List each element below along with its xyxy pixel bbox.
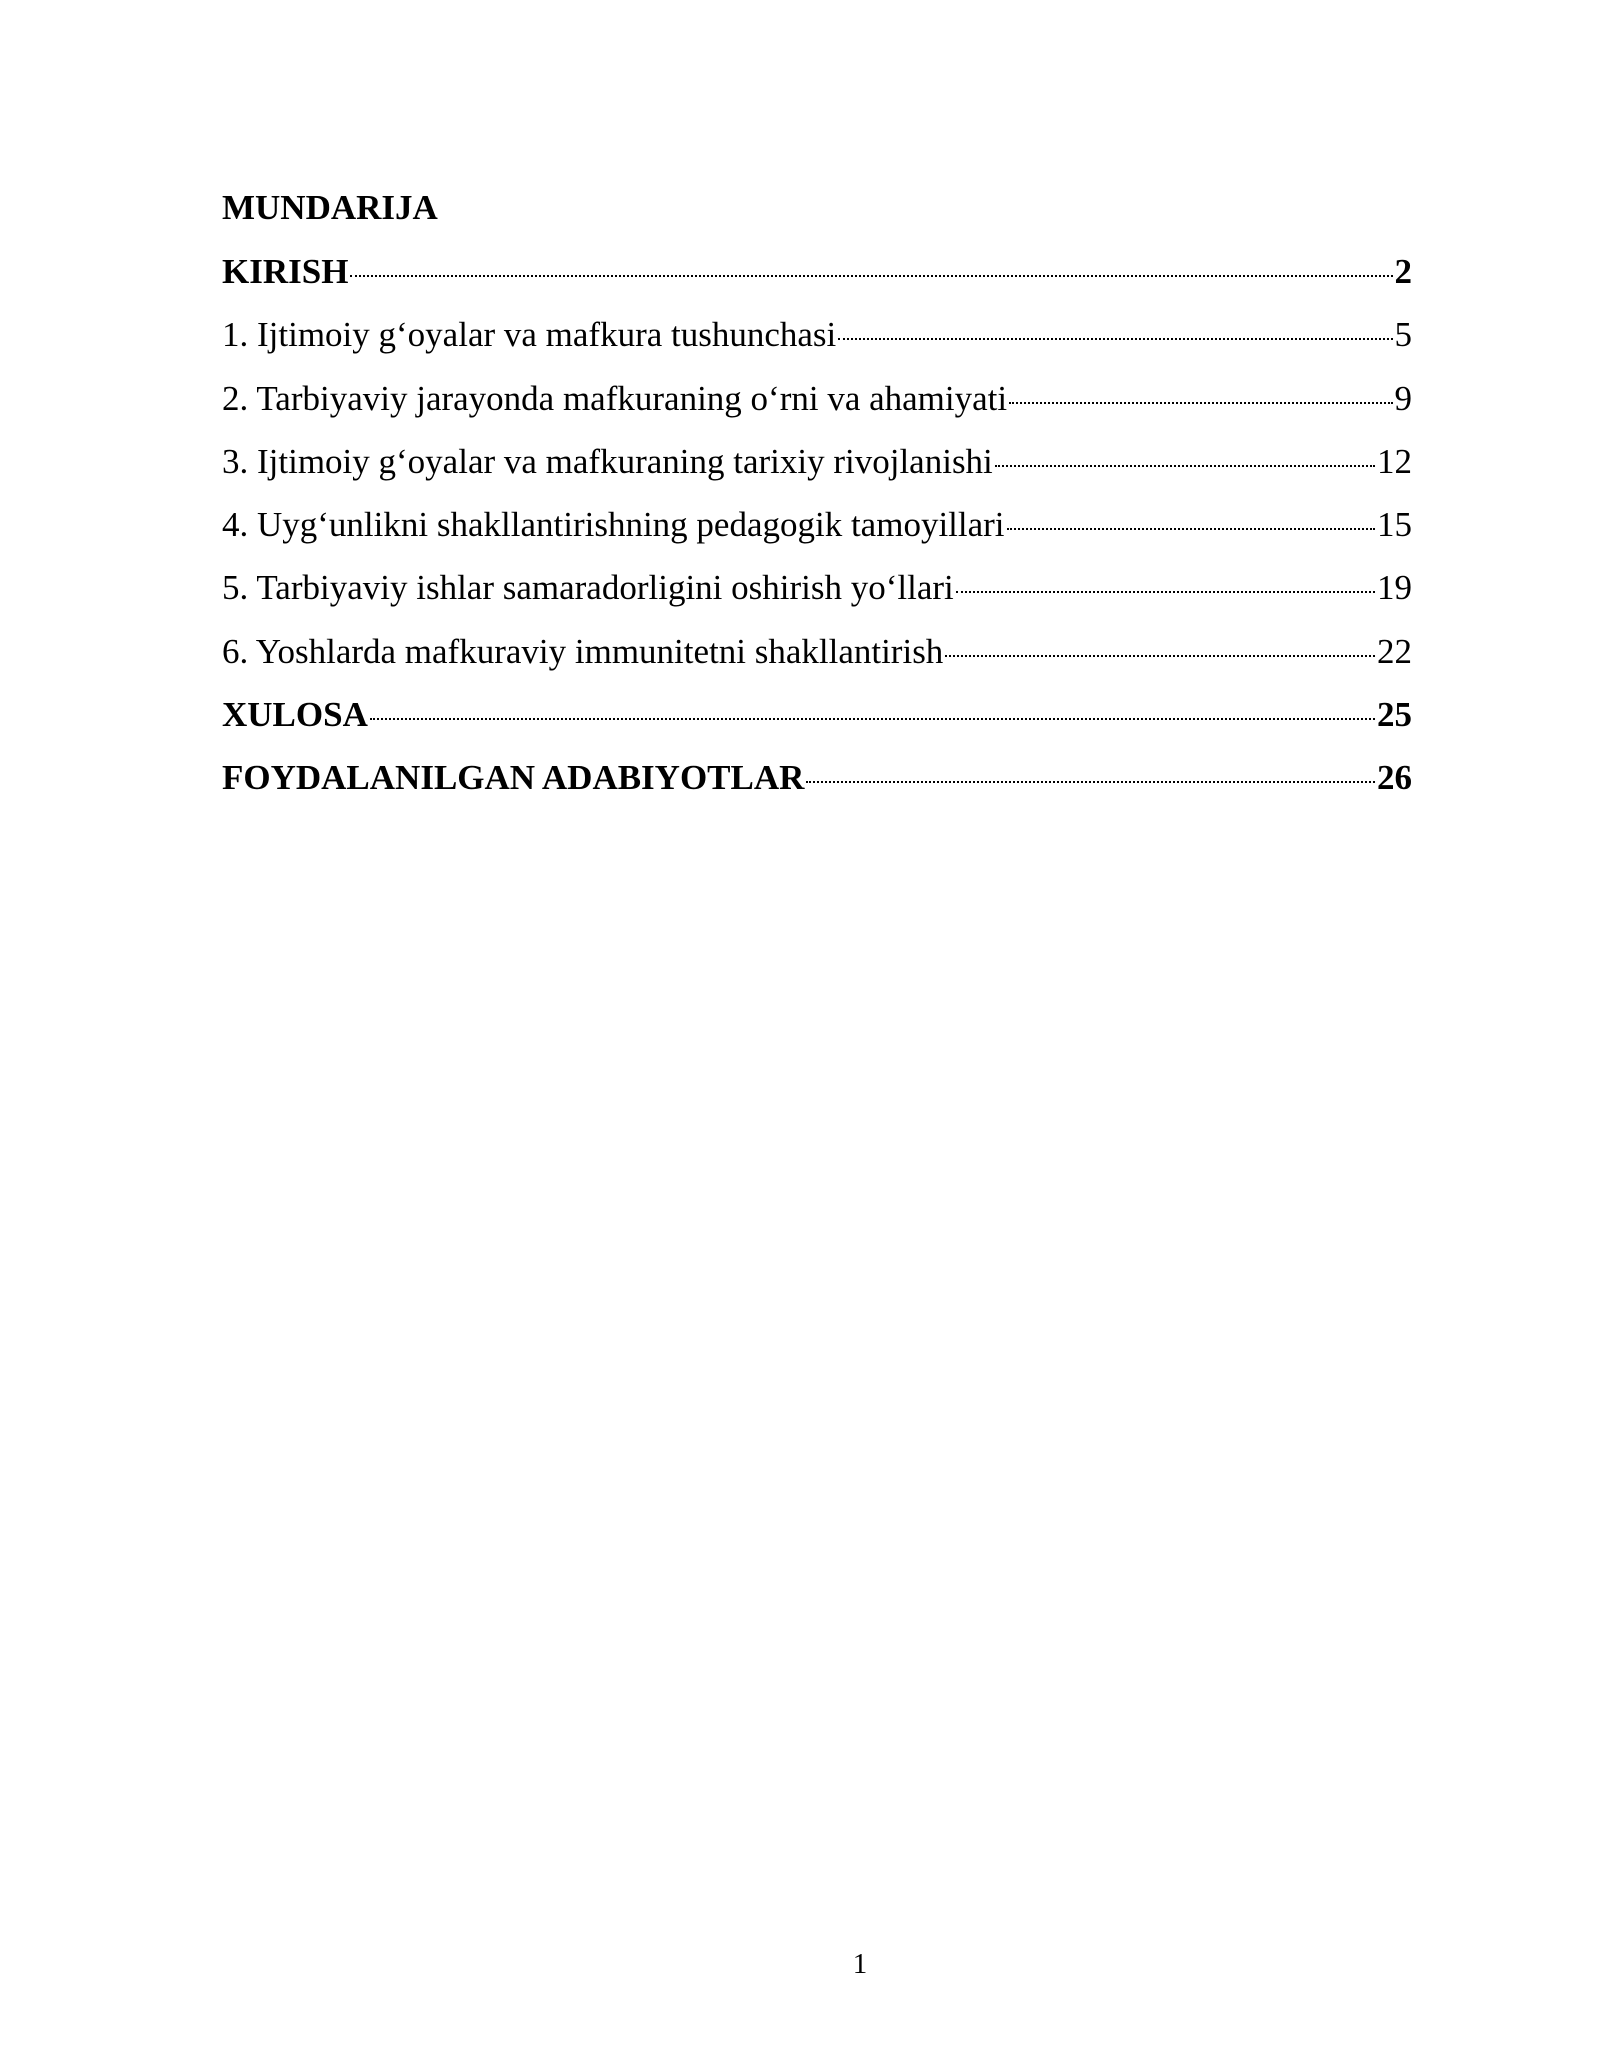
dot-leader — [350, 275, 1392, 277]
toc-entry-page: 26 — [1377, 758, 1412, 798]
toc-entry-title: 2. Tarbiyaviy jarayonda mafkuraning o‘rni va ahamiyati — [222, 378, 1008, 418]
dot-leader — [945, 655, 1375, 657]
toc-entry-3[interactable] — [222, 442, 1412, 505]
toc-entry-title: 4. Uyg‘unlikni shakllantirishning pedagogik tamoyillari — [222, 505, 1005, 545]
toc-entry-page: 12 — [1377, 441, 1412, 481]
dot-leader — [1009, 402, 1392, 404]
toc-entry-title: KIRISH — [222, 252, 349, 291]
dot-leader — [995, 465, 1375, 467]
toc-entry-page: 9 — [1394, 378, 1412, 418]
toc-entry-xulosa[interactable] — [222, 695, 1412, 758]
dot-leader — [806, 781, 1375, 783]
toc-entry-page: 5 — [1394, 315, 1412, 355]
toc-entry-title: FOYDALANILGAN ADABIYOTLAR — [222, 758, 805, 798]
toc-entry-page: 2 — [1394, 252, 1412, 291]
toc-entry-title: 1. Ijtimoiy g‘oyalar va mafkura tushunchasi — [222, 315, 837, 355]
toc-entry-adabiyotlar[interactable] — [222, 758, 1412, 821]
dot-leader — [1007, 528, 1375, 530]
toc-entry-5[interactable] — [222, 568, 1412, 631]
toc-entry-6[interactable] — [222, 632, 1412, 695]
toc-entry-4[interactable] — [222, 505, 1412, 568]
toc-entry-page: 19 — [1377, 568, 1412, 608]
toc-entry-title: 6. Yoshlarda mafkuraviy immunitetni shakllantirish — [222, 631, 944, 671]
toc-entry-kirish[interactable] — [222, 252, 1412, 315]
toc-entry-page: 25 — [1377, 695, 1412, 735]
toc-entry-page: 22 — [1377, 631, 1412, 671]
toc-entry-1[interactable] — [222, 315, 1412, 378]
toc-entry-title: 5. Tarbiyaviy ishlar samaradorligini oshirish yo‘llari — [222, 568, 954, 608]
table-of-contents — [222, 252, 1412, 822]
toc-heading: MUNDARIJA — [222, 188, 438, 227]
toc-entry-title: XULOSA — [222, 695, 368, 735]
toc-entry-page: 15 — [1377, 505, 1412, 545]
toc-entry-2[interactable] — [222, 379, 1412, 442]
toc-entry-title: 3. Ijtimoiy g‘oyalar va mafkuraning tarixiy rivojlanishi — [222, 441, 993, 481]
dot-leader — [838, 338, 1392, 340]
dot-leader — [370, 718, 1375, 720]
dot-leader — [956, 591, 1375, 593]
page-number: 1 — [852, 1948, 868, 1980]
